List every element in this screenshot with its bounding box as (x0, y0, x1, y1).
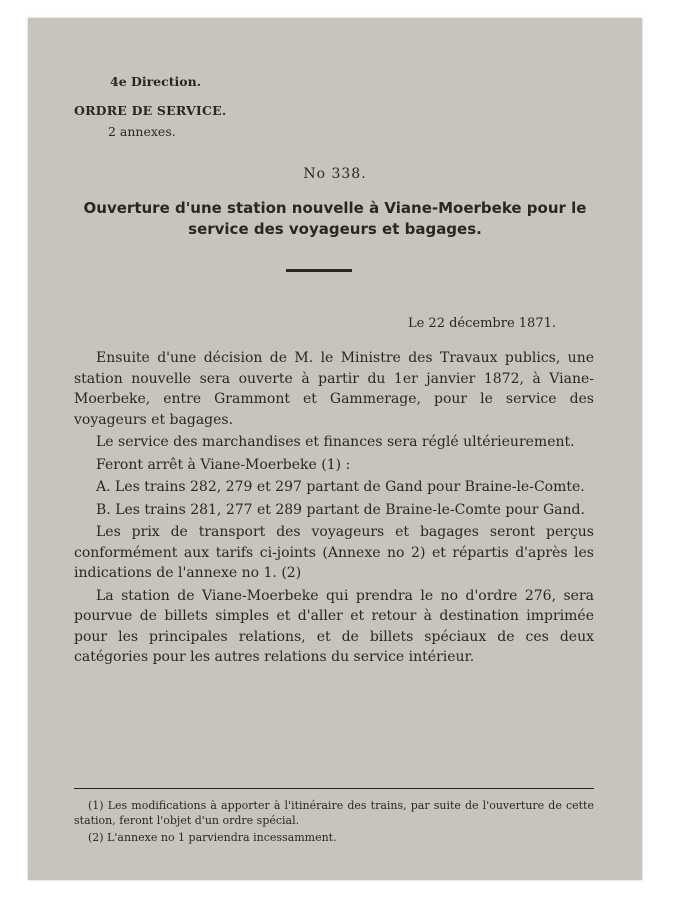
document-page (28, 18, 642, 880)
order-title: Ouverture d'une station nouvelle à Viane-Moerbeke pour le service des voyageurs et bagages. (83, 199, 587, 238)
order-body (74, 348, 594, 670)
paragraph: La station de Viane-Moerbeke qui prendra le no d'ordre 276, sera pourvue de billets simples et d'aller et retour à destination imprimée pour les principales relations, et de billets spéciaux de ces deux catégories pour les autres relations du service intérieur. (74, 587, 594, 665)
footnote-divider (74, 788, 594, 789)
paragraph: Le service des marchandises et finances sera réglé ultérieurement. (96, 434, 575, 450)
direction-label: 4e Direction. (110, 74, 202, 89)
paragraph: Feront arrêt à Viane-Moerbeke (1) : (96, 456, 351, 473)
annexes-label: 2 annexes. (108, 124, 176, 139)
ordre-de-service-label: ORDRE DE SERVICE. (74, 103, 227, 118)
paragraph: Les prix de transport des voyageurs et bagages seront perçus conformément aux tarifs ci-joints (Annexe no 2) et répartis d'après les indications de l'annexe no 1. (2) (74, 524, 594, 581)
order-number: No 338. (303, 166, 367, 182)
footnotes (74, 798, 594, 847)
footnote: (2) L'annexe no 1 parviendra incessamment. (88, 831, 337, 844)
paragraph: Ensuite d'une décision de M. le Ministre des Travaux publics, une station nouvelle sera ouverte à partir du 1er janvier 1872, à Viane-Moerbeke, entre Grammont et Gammerage, pour le service des voyageurs et bagages. (74, 350, 594, 428)
order-date: Le 22 décembre 1871. (407, 316, 556, 331)
footnote: (1) Les modifications à apporter à l'itinéraire des trains, par suite de l'ouverture de cette station, feront l'objet d'un ordre spécial. (74, 799, 594, 827)
paragraph: B. Les trains 281, 277 et 289 partant de Braine-le-Comte pour Gand. (96, 501, 585, 518)
title-divider (286, 269, 352, 272)
paragraph: A. Les trains 282, 279 et 297 partant de Gand pour Braine-le-Comte. (96, 479, 585, 495)
